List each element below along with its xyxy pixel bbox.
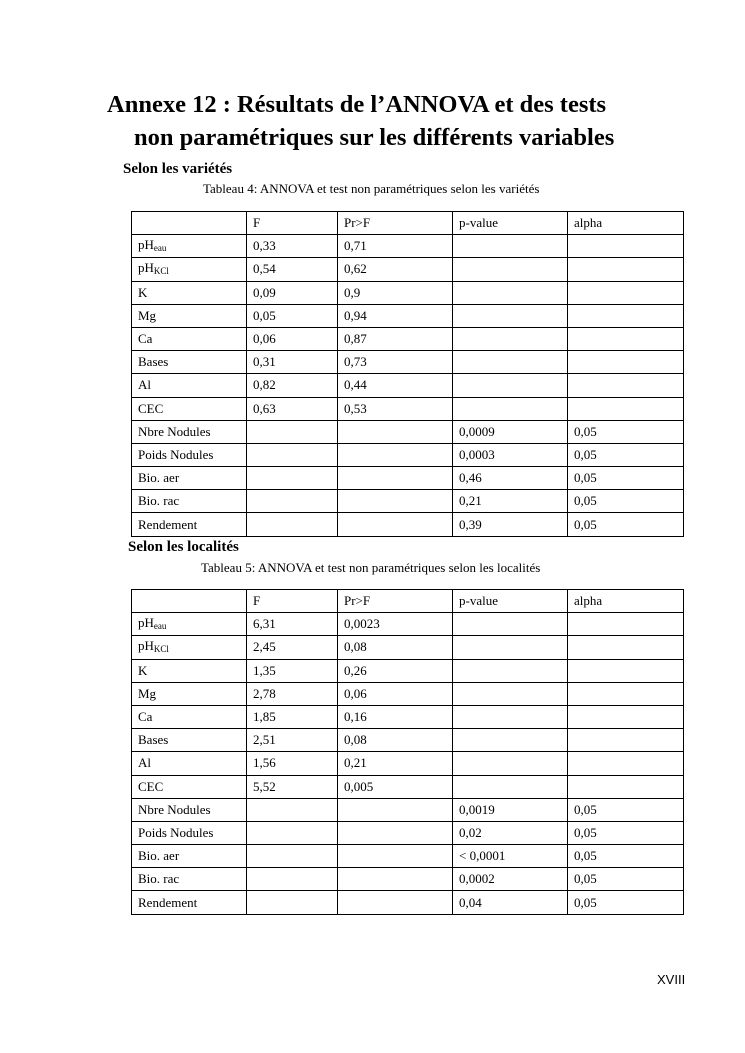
p-value-cell: 0,39 <box>453 513 568 536</box>
variable-label: pH <box>138 236 154 252</box>
table-header-row <box>132 590 684 613</box>
pr-f-cell: 0,005 <box>338 775 453 798</box>
f-value-cell: 0,31 <box>247 351 338 374</box>
f-value-cell: 1,35 <box>247 659 338 682</box>
pr-f-cell <box>338 868 453 891</box>
variable-label: Rendement <box>138 894 198 910</box>
f-value-cell <box>247 420 338 443</box>
table-header-row <box>132 212 684 235</box>
p-value-cell: 0,04 <box>453 891 568 914</box>
f-value-cell <box>247 868 338 891</box>
p-value-cell <box>453 281 568 304</box>
f-value-cell <box>247 490 338 513</box>
table-row <box>132 420 684 443</box>
f-value-cell: 0,54 <box>247 258 338 281</box>
annex-title <box>107 88 707 154</box>
variable-subscript: KCl <box>153 643 169 654</box>
pr-f-cell: 0,16 <box>338 705 453 728</box>
column-header: p-value <box>453 590 568 613</box>
alpha-cell: 0,05 <box>568 821 684 844</box>
f-value-cell: 2,51 <box>247 729 338 752</box>
p-value-cell <box>453 705 568 728</box>
table-row <box>132 374 684 397</box>
column-header: Pr>F <box>338 212 453 235</box>
table-row <box>132 659 684 682</box>
variable-subscript: KCl <box>153 265 169 276</box>
section-heading-varieties: Selon les variétés <box>123 161 233 177</box>
variable-cell <box>132 443 247 466</box>
p-value-cell <box>453 613 568 636</box>
p-value-cell: 0,0002 <box>453 868 568 891</box>
f-value-cell: 0,33 <box>247 235 338 258</box>
table-row <box>132 443 684 466</box>
f-value-cell: 5,52 <box>247 775 338 798</box>
f-value-cell <box>247 443 338 466</box>
variable-label: Bio. aer <box>138 470 180 486</box>
variable-subscript: eau <box>153 620 167 631</box>
variable-cell <box>132 304 247 327</box>
alpha-cell: 0,05 <box>568 891 684 914</box>
f-value-cell <box>247 891 338 914</box>
variable-label: Bio. rac <box>138 493 180 509</box>
alpha-cell <box>568 374 684 397</box>
pr-f-cell <box>338 490 453 513</box>
variable-label: Poids Nodules <box>138 824 214 840</box>
alpha-cell <box>568 235 684 258</box>
p-value-cell <box>453 304 568 327</box>
variable-label: Mg <box>138 307 157 323</box>
variable-cell <box>132 258 247 281</box>
variable-cell <box>132 659 247 682</box>
f-value-cell <box>247 798 338 821</box>
variable-cell <box>132 752 247 775</box>
variable-label: Al <box>138 377 151 393</box>
pr-f-cell: 0,08 <box>338 729 453 752</box>
p-value-cell: < 0,0001 <box>453 845 568 868</box>
variable-label: pH <box>138 637 154 653</box>
alpha-cell <box>568 281 684 304</box>
table-row <box>132 752 684 775</box>
section-heading-localities: Selon les localités <box>128 539 239 555</box>
table-row <box>132 775 684 798</box>
pr-f-cell <box>338 845 453 868</box>
table-row <box>132 281 684 304</box>
table-row <box>132 868 684 891</box>
variable-label: Rendement <box>138 516 198 532</box>
alpha-cell <box>568 682 684 705</box>
table-row <box>132 490 684 513</box>
variable-cell <box>132 613 247 636</box>
p-value-cell <box>453 258 568 281</box>
p-value-cell <box>453 374 568 397</box>
alpha-cell <box>568 729 684 752</box>
table-row <box>132 258 684 281</box>
pr-f-cell: 0,71 <box>338 235 453 258</box>
table-row <box>132 636 684 659</box>
variable-label: pH <box>138 259 154 275</box>
variable-cell <box>132 868 247 891</box>
pr-f-cell: 0,87 <box>338 327 453 350</box>
variable-cell <box>132 682 247 705</box>
f-value-cell: 0,05 <box>247 304 338 327</box>
p-value-cell: 0,21 <box>453 490 568 513</box>
pr-f-cell <box>338 467 453 490</box>
pr-f-cell: 0,62 <box>338 258 453 281</box>
table-row <box>132 821 684 844</box>
f-value-cell <box>247 821 338 844</box>
variable-label: Mg <box>138 685 157 701</box>
alpha-cell: 0,05 <box>568 845 684 868</box>
column-header <box>132 590 247 613</box>
pr-f-cell <box>338 821 453 844</box>
f-value-cell: 1,56 <box>247 752 338 775</box>
alpha-cell <box>568 258 684 281</box>
variable-label: Bases <box>138 354 169 370</box>
column-header: alpha <box>568 590 684 613</box>
variable-cell <box>132 490 247 513</box>
variable-cell <box>132 374 247 397</box>
alpha-cell <box>568 327 684 350</box>
variable-cell <box>132 798 247 821</box>
pr-f-cell: 0,26 <box>338 659 453 682</box>
table-row <box>132 304 684 327</box>
alpha-cell: 0,05 <box>568 467 684 490</box>
pr-f-cell: 0,9 <box>338 281 453 304</box>
alpha-cell: 0,05 <box>568 798 684 821</box>
variable-cell <box>132 891 247 914</box>
f-value-cell <box>247 845 338 868</box>
f-value-cell: 2,45 <box>247 636 338 659</box>
variable-cell <box>132 821 247 844</box>
pr-f-cell <box>338 891 453 914</box>
variable-cell <box>132 775 247 798</box>
variable-label: K <box>138 662 148 678</box>
p-value-cell <box>453 351 568 374</box>
variable-label: pH <box>138 614 154 630</box>
alpha-cell <box>568 705 684 728</box>
p-value-cell: 0,02 <box>453 821 568 844</box>
variable-label: Bases <box>138 732 169 748</box>
p-value-cell <box>453 682 568 705</box>
variable-label: Al <box>138 755 151 771</box>
f-value-cell: 0,82 <box>247 374 338 397</box>
f-value-cell: 0,06 <box>247 327 338 350</box>
table-row <box>132 891 684 914</box>
variable-label: Nbre Nodules <box>138 801 211 817</box>
column-header: Pr>F <box>338 590 453 613</box>
table-row <box>132 682 684 705</box>
annex-title-line2: non paramétriques sur les différents variables <box>134 124 615 151</box>
pr-f-cell: 0,08 <box>338 636 453 659</box>
alpha-cell <box>568 397 684 420</box>
variable-cell <box>132 235 247 258</box>
alpha-cell: 0,05 <box>568 513 684 536</box>
table-row <box>132 327 684 350</box>
variable-label: Ca <box>138 331 153 347</box>
alpha-cell: 0,05 <box>568 420 684 443</box>
variable-label: Ca <box>138 709 153 725</box>
pr-f-cell: 0,53 <box>338 397 453 420</box>
table-row <box>132 235 684 258</box>
column-header: F <box>247 590 338 613</box>
table-row <box>132 467 684 490</box>
variable-cell <box>132 705 247 728</box>
alpha-cell: 0,05 <box>568 443 684 466</box>
variable-cell <box>132 513 247 536</box>
variable-label: Poids Nodules <box>138 446 214 462</box>
variable-cell <box>132 327 247 350</box>
f-value-cell: 0,09 <box>247 281 338 304</box>
p-value-cell: 0,0019 <box>453 798 568 821</box>
f-value-cell: 6,31 <box>247 613 338 636</box>
table-row <box>132 351 684 374</box>
variable-cell <box>132 397 247 420</box>
annex-title-line1: Annexe 12 : Résultats de l’ANNOVA et des tests <box>107 91 607 118</box>
variable-label: CEC <box>138 778 164 794</box>
variable-cell <box>132 467 247 490</box>
table-localities <box>131 589 684 915</box>
page-number: XVIII <box>657 972 686 987</box>
pr-f-cell <box>338 443 453 466</box>
table-row <box>132 705 684 728</box>
p-value-cell: 0,46 <box>453 467 568 490</box>
pr-f-cell <box>338 420 453 443</box>
pr-f-cell: 0,06 <box>338 682 453 705</box>
alpha-cell <box>568 775 684 798</box>
table-row <box>132 613 684 636</box>
p-value-cell <box>453 327 568 350</box>
variable-cell <box>132 845 247 868</box>
variable-label: Bio. rac <box>138 871 180 887</box>
column-header <box>132 212 247 235</box>
table5-caption: Tableau 5: ANNOVA et test non paramétriques selon les localités <box>201 560 541 575</box>
p-value-cell <box>453 752 568 775</box>
p-value-cell <box>453 397 568 420</box>
variable-subscript: eau <box>153 242 167 253</box>
pr-f-cell <box>338 798 453 821</box>
f-value-cell <box>247 513 338 536</box>
alpha-cell <box>568 613 684 636</box>
table-row <box>132 845 684 868</box>
p-value-cell <box>453 659 568 682</box>
variable-cell <box>132 281 247 304</box>
f-value-cell: 2,78 <box>247 682 338 705</box>
table-row <box>132 397 684 420</box>
pr-f-cell <box>338 513 453 536</box>
pr-f-cell: 0,73 <box>338 351 453 374</box>
table-varieties <box>131 211 684 537</box>
pr-f-cell: 0,0023 <box>338 613 453 636</box>
alpha-cell <box>568 351 684 374</box>
f-value-cell: 0,63 <box>247 397 338 420</box>
p-value-cell: 0,0003 <box>453 443 568 466</box>
f-value-cell: 1,85 <box>247 705 338 728</box>
table-row <box>132 513 684 536</box>
alpha-cell: 0,05 <box>568 868 684 891</box>
alpha-cell <box>568 636 684 659</box>
alpha-cell: 0,05 <box>568 490 684 513</box>
alpha-cell <box>568 752 684 775</box>
variable-label: Bio. aer <box>138 848 180 864</box>
table-row <box>132 729 684 752</box>
column-header: F <box>247 212 338 235</box>
variable-cell <box>132 729 247 752</box>
variable-cell <box>132 636 247 659</box>
column-header: alpha <box>568 212 684 235</box>
p-value-cell <box>453 636 568 659</box>
table4-caption: Tableau 4: ANNOVA et test non paramétriques selon les variétés <box>203 181 540 196</box>
variable-label: CEC <box>138 400 164 416</box>
pr-f-cell: 0,44 <box>338 374 453 397</box>
table-row <box>132 798 684 821</box>
p-value-cell: 0,0009 <box>453 420 568 443</box>
column-header: p-value <box>453 212 568 235</box>
f-value-cell <box>247 467 338 490</box>
p-value-cell <box>453 235 568 258</box>
variable-label: K <box>138 284 148 300</box>
p-value-cell <box>453 775 568 798</box>
alpha-cell <box>568 659 684 682</box>
pr-f-cell: 0,94 <box>338 304 453 327</box>
variable-cell <box>132 420 247 443</box>
variable-cell <box>132 351 247 374</box>
alpha-cell <box>568 304 684 327</box>
variable-label: Nbre Nodules <box>138 423 211 439</box>
pr-f-cell: 0,21 <box>338 752 453 775</box>
p-value-cell <box>453 729 568 752</box>
